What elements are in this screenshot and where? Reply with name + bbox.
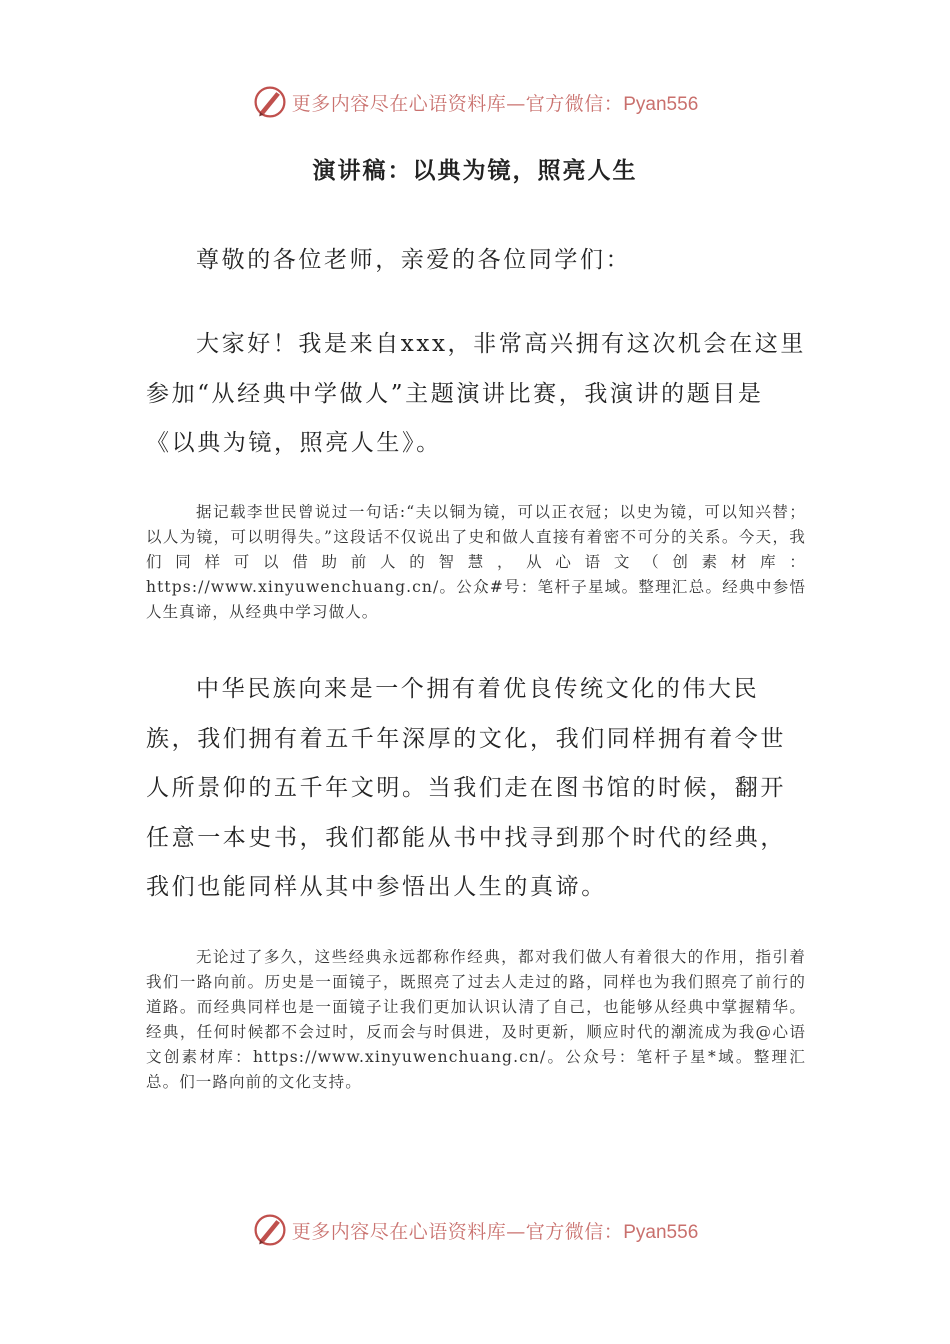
pen-logo-icon xyxy=(252,1212,288,1248)
paragraph-intro: 大家好！我是来自xxx，非常高兴拥有这次机会在这里参加“从经典中学做人”主题演讲比赛，我演讲的题目是《以典为镜，照亮人生》。 xyxy=(146,331,806,457)
paragraph-classics: 无论过了多久，这些经典永远都称作经典，都对我们做人有着很大的作用，指引着我们一路向前。历史是一面镜子，既照亮了过去人走过的路，同样也为我们照亮了前行的道路。而经典同样也是一面镜子让我们更加认识认清了自己，也能够从经典中掌握精华。经典，任何时候都不会过时，反而会与时俱进，及时更新，顺应时代的潮流成为我@心语文创素材库：https://www.xinyuwenchuang.cn/。公众号：笔杆子星*域。整理汇总。们一路向前的文化支持。 xyxy=(146,948,806,1091)
greeting: 尊敬的各位老师，亲爱的各位同学们： xyxy=(196,247,632,273)
footer-brand xyxy=(0,1210,950,1250)
paragraph-culture: 中华民族向来是一个拥有着优良传统文化的伟大民族，我们拥有着五千年深厚的文化，我们同样拥有着令世人所景仰的五千年文明。当我们走在图书馆的时候，翻开任意一本史书，我们都能从书中找寻到那个时代的经典，我们也能同样从其中参悟出人生的真谛。 xyxy=(146,676,786,901)
paragraph-quote: 据记载李世民曾说过一句话:“夫以铜为镜，可以正衣冠；以史为镜，可以知兴替；以人为镜，可以明得失。”这段话不仅说出了史和做人直接有着密不可分的关系。今天，我们同样可以借助前人的智慧，从心语文（创素材库：https://www.xinyuwenchuang.cn/。公众#号：笔杆子星域。整理汇总。经典中参悟人生真谛，从经典中学习做人。 xyxy=(146,503,806,621)
header-wechat-id: Pyan556 xyxy=(623,93,699,115)
pen-logo-icon xyxy=(252,84,288,120)
header-brand xyxy=(0,82,950,122)
footer-wechat-id: Pyan556 xyxy=(623,1221,699,1243)
header-brand-text: 更多内容尽在心语资料库—官方微信： xyxy=(291,92,624,115)
document-title: 演讲稿：以典为镜，照亮人生 xyxy=(312,158,638,184)
footer-brand-text: 更多内容尽在心语资料库—官方微信： xyxy=(291,1220,624,1243)
